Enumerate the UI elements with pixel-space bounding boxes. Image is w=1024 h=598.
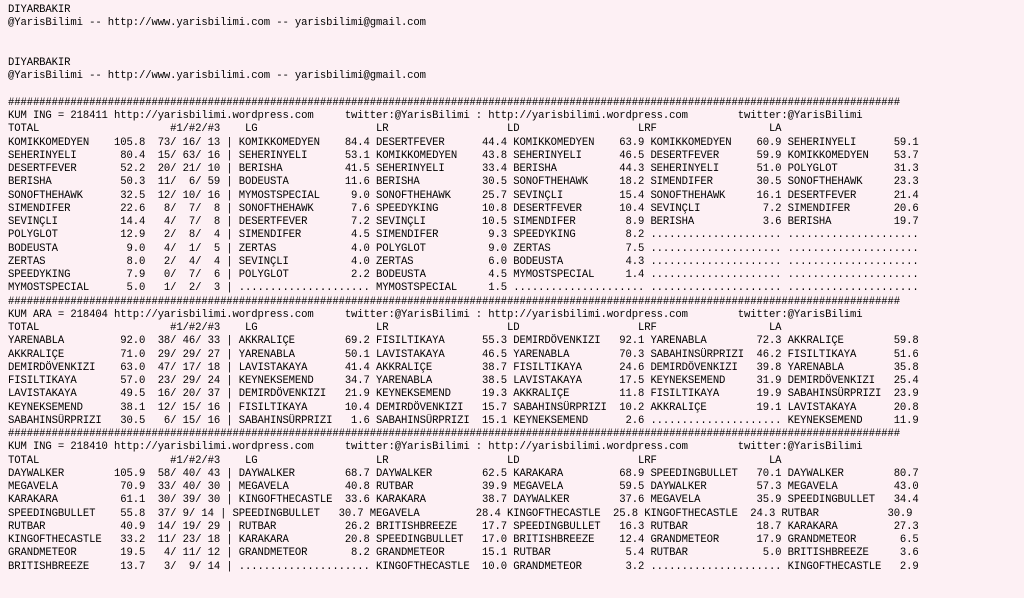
result-row: SPEEDINGBULLET 55.8 37/ 9/ 14 | SPEEDINGBULLET 30.7 MEGAVELA 28.4 KINGOFTHECASTLE 25.8 KINGOFTHECASTLE 24.3 RUTBAR 30.9	[8, 507, 913, 520]
result-row: MYMOSTSPECIAL 5.0 1/ 2/ 3 | ..................... MYMOSTSPECIAL 1.5 ..................... ..................... .....................	[8, 282, 919, 295]
result-row: AKKRALIÇE 71.0 29/ 29/ 27 | YARENABLA 50.1 LAVISTAKAYA 46.5 YARENABLA 70.3 SABAHINSÜRPRIZI 46.2 FISILTIKAYA 51.6	[8, 348, 919, 361]
result-row: SABAHINSÜRPRIZI 30.5 6/ 15/ 16 | SABAHINSÜRPRIZI 1.6 SABAHINSÜRPRIZI 15.1 KEYNEKSEMEND 2.6 ..................... KEYNEKSEMEND 11.9	[8, 414, 919, 427]
result-row: MEGAVELA 70.9 33/ 40/ 30 | MEGAVELA 40.8 RUTBAR 39.9 MEGAVELA 59.5 DAYWALKER 57.3 MEGAVELA 43.0	[8, 481, 919, 493]
result-row: FISILTIKAYA 57.0 23/ 29/ 24 | KEYNEKSEMEND 34.7 YARENABLA 38.5 LAVISTAKAYA 17.5 KEYNEKSEMEND 31.9 DEMIRDÖVENKIZI 25.4	[8, 375, 919, 387]
result-row: SEHERINYELI 80.4 15/ 63/ 16 | SEHERINYELI 53.1 KOMIKKOMEDYEN 43.8 SEHERINYELI 46.5 DESERTFEVER 59.9 KOMIKKOMEDYEN 53.7	[8, 149, 919, 162]
result-row: GRANDMETEOR 19.5 4/ 11/ 12 | GRANDMETEOR 8.2 GRANDMETEOR 15.1 RUTBAR 5.4 RUTBAR 5.0 BRITISHBREEZE 3.6	[8, 547, 919, 560]
race-title: KUM ING = 218411 http://yarisbilimi.wordpress.com twitter:@YarisBilimi : http://yarisbilimi.wordpress.com twitter:@YarisBilimi	[8, 110, 863, 122]
results-document	[8, 4, 919, 574]
result-row: BRITISHBREEZE 13.7 3/ 9/ 14 | ..................... KINGOFTHECASTLE 10.0 GRANDMETEOR 3.2 ..................... KINGOFTHECASTLE 2.9	[8, 560, 919, 573]
result-row: KOMIKKOMEDYEN 105.8 73/ 16/ 13 | KOMIKKOMEDYEN 84.4 DESERTFEVER 44.4 KOMIKKOMEDYEN 63.9 KOMIKKOMEDYEN 60.9 SEHERINYELI 59.1	[8, 136, 919, 149]
header-city: DIYARBAKIR	[8, 57, 71, 69]
column-header: TOTAL #1/#2/#3 LG LR LD LRF LA	[8, 454, 782, 467]
result-row: RUTBAR 40.9 14/ 19/ 29 | RUTBAR 26.2 BRITISHBREEZE 17.7 SPEEDINGBULLET 16.3 RUTBAR 18.7 KARAKARA 27.3	[8, 520, 919, 533]
race-title: KUM ING = 218410 http://yarisbilimi.wordpress.com twitter:@YarisBilimi : http://yarisbilimi.wordpress.com twitter:@YarisBilimi	[8, 441, 863, 454]
column-header: TOTAL #1/#2/#3 LG LR LD LRF LA	[8, 322, 782, 334]
result-row: POLYGLOT 12.9 2/ 8/ 4 | SIMENDIFER 4.5 SIMENDIFER 9.3 SPEEDYKING 8.2 ..................... .....................	[8, 229, 919, 242]
header-city: DIYARBAKIR	[8, 4, 71, 16]
result-row: YARENABLA 92.0 38/ 46/ 33 | AKKRALIÇE 69.2 FISILTIKAYA 55.3 DEMIRDÖVENKIZI 92.1 YARENABLA 72.3 AKKRALIÇE 59.8	[8, 335, 919, 348]
result-row: SEVINÇLI 14.4 4/ 7/ 8 | DESERTFEVER 7.2 SEVINÇLI 10.5 SIMENDIFER 8.9 BERISHA 3.6 BERISHA 19.7	[8, 216, 919, 228]
result-row: SONOFTHEHAWK 32.5 12/ 10/ 16 | MYMOSTSPECIAL 9.0 SONOFTHEHAWK 25.7 SEVINÇLI 15.4 SONOFTHEHAWK 16.1 DESERTFEVER 21.4	[8, 189, 919, 202]
header-contact: @YarisBilimi -- http://www.yarisbilimi.com -- yarisbilimi@gmail.com	[8, 17, 426, 30]
race-title: KUM ARA = 218404 http://yarisbilimi.wordpress.com twitter:@YarisBilimi : http://yarisbilimi.wordpress.com twitter:@YarisBilimi	[8, 308, 863, 321]
separator-line: ###############################################################################################################################################	[8, 295, 900, 308]
result-row: DEMIRDÖVENKIZI 63.0 47/ 17/ 18 | LAVISTAKAYA 41.4 AKKRALIÇE 38.7 FISILTIKAYA 24.6 DEMIRDÖVENKIZI 39.8 YARENABLA 35.8	[8, 361, 919, 374]
result-row: BERISHA 50.3 11/ 6/ 59 | BODEUSTA 11.6 BERISHA 30.5 SONOFTHEHAWK 18.2 SIMENDIFER 30.5 SONOFTHEHAWK 23.3	[8, 176, 919, 189]
result-row: DAYWALKER 105.9 58/ 40/ 43 | DAYWALKER 68.7 DAYWALKER 62.5 KARAKARA 68.9 SPEEDINGBULLET 70.1 DAYWALKER 80.7	[8, 467, 919, 480]
result-row: SIMENDIFER 22.6 8/ 7/ 8 | SONOFTHEHAWK 7.6 SPEEDYKING 10.8 DESERTFEVER 10.4 SEVINÇLI 7.2 SIMENDIFER 20.6	[8, 202, 919, 215]
result-row: KEYNEKSEMEND 38.1 12/ 15/ 16 | FISILTIKAYA 10.4 DEMIRDÖVENKIZI 15.7 SABAHINSÜRPRIZI 10.2 AKKRALIÇE 19.1 LAVISTAKAYA 20.8	[8, 401, 919, 414]
result-row: BODEUSTA 9.0 4/ 1/ 5 | ZERTAS 4.0 POLYGLOT 9.0 ZERTAS 7.5 ..................... .....................	[8, 242, 919, 255]
result-row: DESERTFEVER 52.2 20/ 21/ 10 | BERISHA 41.5 SEHERINYELI 33.4 BERISHA 44.3 SEHERINYELI 51.0 POLYGLOT 31.3	[8, 163, 919, 175]
result-row: ZERTAS 8.0 2/ 4/ 4 | SEVINÇLI 4.0 ZERTAS 6.0 BODEUSTA 4.3 ..................... .....................	[8, 255, 919, 268]
separator-line: ###############################################################################################################################################	[8, 428, 900, 440]
result-row: KINGOFTHECASTLE 33.2 11/ 23/ 18 | KARAKARA 20.8 SPEEDINGBULLET 17.0 BRITISHBREEZE 12.4 GRANDMETEOR 17.9 GRANDMETEOR 6.5	[8, 534, 919, 546]
separator-line: ###############################################################################################################################################	[8, 96, 900, 109]
result-row: LAVISTAKAYA 49.5 16/ 20/ 37 | DEMIRDÖVENKIZI 21.9 KEYNEKSEMEND 19.3 AKKRALIÇE 11.8 FISILTIKAYA 19.9 SABAHINSÜRPRIZI 23.9	[8, 388, 919, 401]
result-row: KARAKARA 61.1 30/ 39/ 30 | KINGOFTHECASTLE 33.6 KARAKARA 38.7 DAYWALKER 37.6 MEGAVELA 35.9 SPEEDINGBULLET 34.4	[8, 494, 919, 507]
column-header: TOTAL #1/#2/#3 LG LR LD LRF LA	[8, 123, 782, 136]
header-contact: @YarisBilimi -- http://www.yarisbilimi.com -- yarisbilimi@gmail.com	[8, 70, 426, 83]
result-row: SPEEDYKING 7.9 0/ 7/ 6 | POLYGLOT 2.2 BODEUSTA 4.5 MYMOSTSPECIAL 1.4 ..................... .....................	[8, 269, 919, 281]
